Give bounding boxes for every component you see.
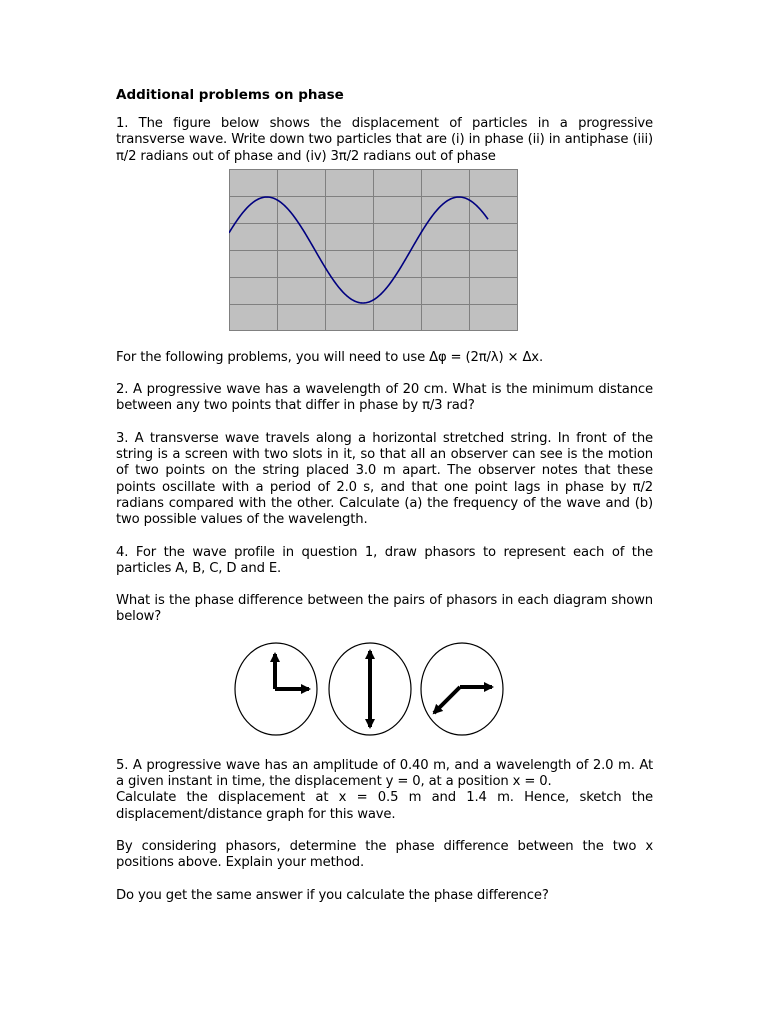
wave-figure xyxy=(116,168,653,350)
phasor-diagram-3 xyxy=(421,643,503,735)
question-3-text: 3. A transverse wave travels along a horizontal stretched string. In front of the string is a screen with two slots in it, so that all an observer can see is the motion of two points on the string placed 3.0 m apart. The observer notes that these points oscillate with a period of 2.0 s, and that one point lags in phase by π/2 radians compared with the other. Calculate (a) the frequency of the wave and (b) two possible values of the wavelength. xyxy=(116,430,653,528)
phasor-svg xyxy=(234,641,504,738)
question-4-text: 4. For the wave profile in question 1, draw phasors to represent each of the particles A, B, C, D and E. xyxy=(116,544,653,576)
phasor-diagrams xyxy=(116,641,653,738)
question-5-text: 5. A progressive wave has an amplitude of 0.40 m, and a wavelength of 2.0 m. At a given instant in time, the displacement y = 0, at a position x = 0. xyxy=(116,757,653,790)
phasor-diagram-2 xyxy=(329,643,411,735)
question-2-text: 2. A progressive wave has a wavelength of 20 cm. What is the minimum distance between any two points that differ in phase by π/3 rad? xyxy=(116,382,653,414)
worksheet-page xyxy=(116,86,653,904)
question-1-text: 1. The figure below shows the displacement of particles in a progressive transverse wave. Write down two particles that are (i) in phase (ii) in antiphase (iii) π/2 radians out of phase and (iv) 3π/2 radians out of phase xyxy=(116,116,653,164)
phasor-diagram-1 xyxy=(235,643,317,735)
worksheet-title: Additional problems on phase xyxy=(116,87,344,103)
question-5-phasors: By considering phasors, determine the phase difference between the two x positions above. Explain your method. xyxy=(116,838,653,871)
wave-graph xyxy=(229,169,518,331)
formula-intro: For the following problems, you will need to use Δφ = (2π/λ) × Δx. xyxy=(116,349,544,365)
question-5-calculate: Calculate the displacement at x = 0.5 m and 1.4 m. Hence, sketch the displacement/distance graph for this wave. xyxy=(116,790,653,822)
question-5-compare: Do you get the same answer if you calculate the phase difference? xyxy=(116,887,549,903)
phasor-question-text: What is the phase difference between the pairs of phasors in each diagram shown below? xyxy=(116,593,653,625)
